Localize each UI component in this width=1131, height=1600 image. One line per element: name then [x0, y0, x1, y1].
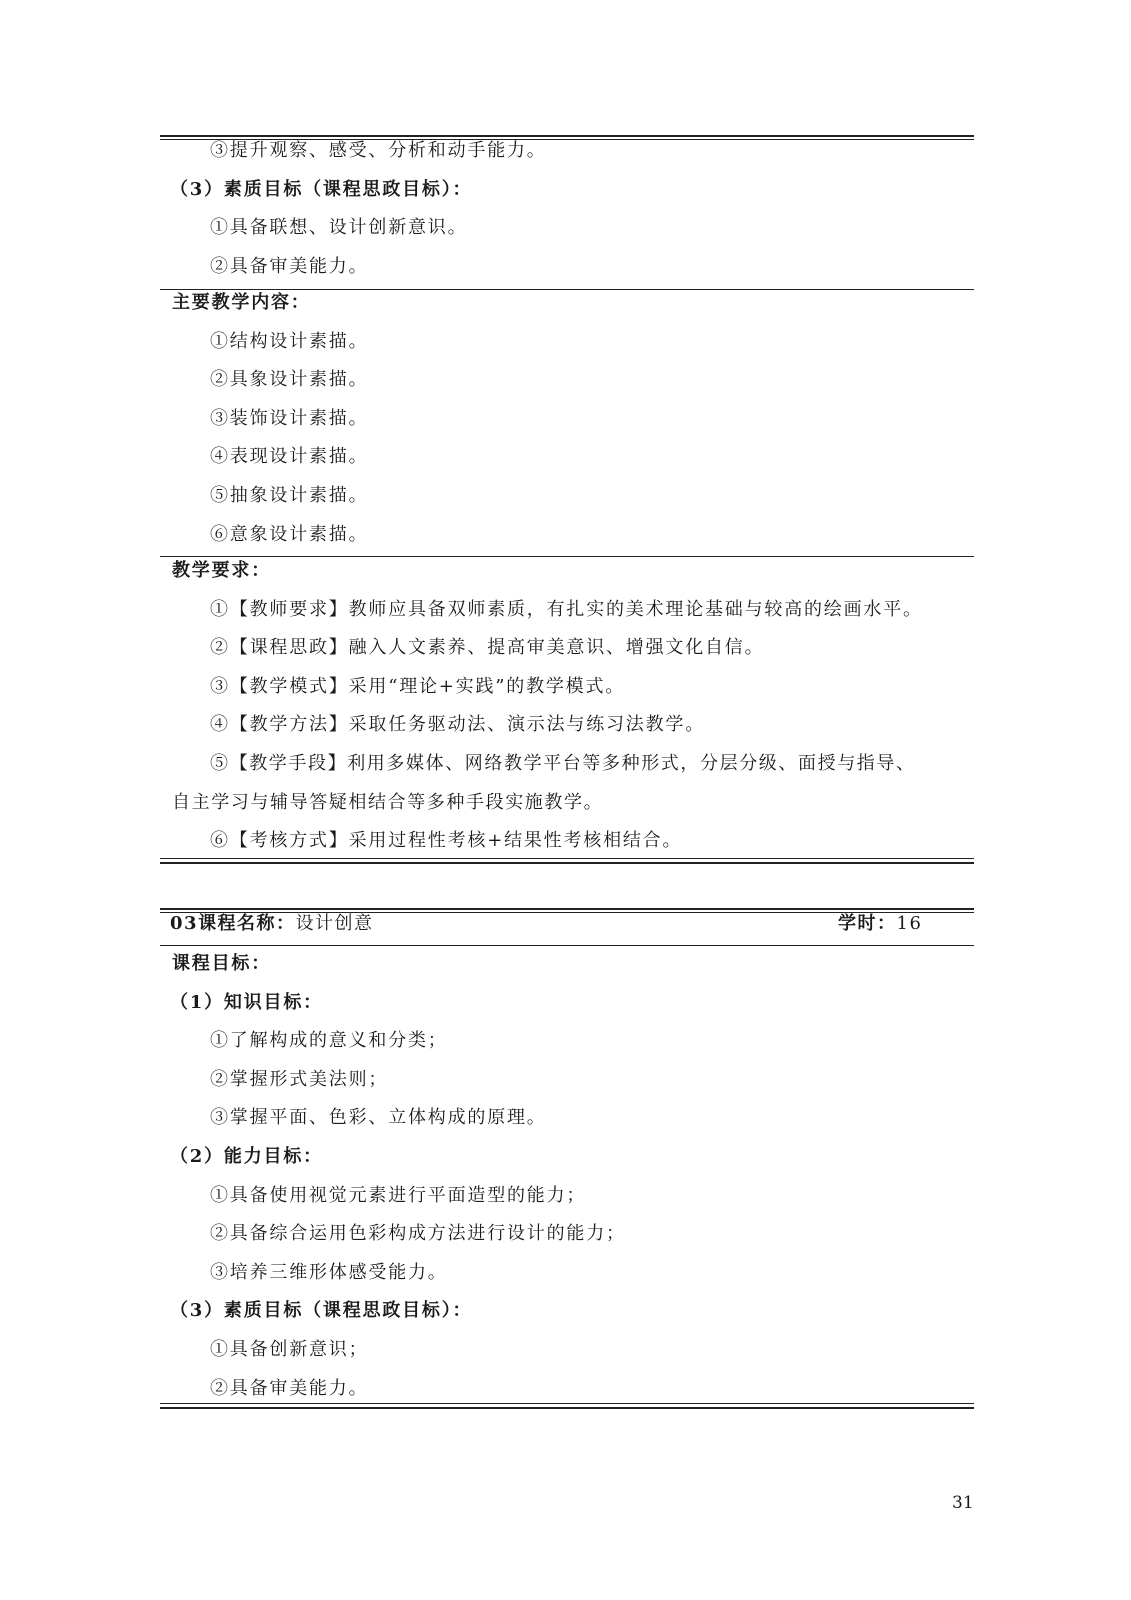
course-hours-label: 学时： — [838, 913, 897, 934]
course-table-bottom-rule-outer — [160, 1407, 974, 1409]
quality-item: ②具备审美能力。 — [210, 1377, 369, 1399]
requirements-heading: 教学要求： — [172, 560, 271, 581]
list-item: ⑤抽象设计素描。 — [210, 484, 369, 506]
knowledge-item: ②掌握形式美法则； — [210, 1068, 389, 1090]
main-content-heading: 主要教学内容： — [172, 292, 311, 313]
course-table-bottom-rule — [160, 1403, 974, 1404]
list-item: ①结构设计素描。 — [210, 330, 369, 352]
course-goals-heading: 课程目标： — [172, 953, 271, 974]
ability-heading: （2）能力目标： — [170, 1145, 323, 1167]
quality-item: ①具备创新意识； — [210, 1338, 369, 1360]
knowledge-item: ①了解构成的意义和分类； — [210, 1030, 448, 1052]
course-goals-section — [160, 945, 974, 1408]
course-title-row — [170, 909, 374, 939]
quality-item: ①具备联想、设计创新意识。 — [210, 217, 468, 239]
knowledge-item: ③掌握平面、色彩、立体构成的原理。 — [210, 1107, 547, 1129]
requirements-section — [160, 552, 974, 861]
ability-item: ③提升观察、感受、分析和动手能力。 — [210, 140, 547, 161]
knowledge-heading: （1）知识目标： — [170, 991, 323, 1013]
course-hours — [838, 909, 922, 939]
requirement-item: ①【教师要求】教师应具备双师素质，有扎实的美术理论基础与较高的绘画水平。 — [210, 598, 923, 620]
quality-goals-section — [160, 132, 974, 286]
course-name: 设计创意 — [295, 913, 374, 934]
main-content-section — [160, 284, 974, 554]
requirement-item: ②【课程思政】融入人文素养、提高审美意识、增强文化自信。 — [210, 637, 765, 659]
requirement-item: ③【教学模式】采用“理论+实践”的教学模式。 — [210, 675, 626, 697]
course-hours-value: 16 — [896, 913, 923, 934]
requirement-item: ⑤【教学手段】利用多媒体、网络教学平台等多种形式，分层分级、面授与指导、自主学习与辅导答疑相结合等多种手段实施教学。 — [172, 752, 916, 813]
course-name-label: 课程名称： — [198, 913, 296, 934]
course-number: 03 — [170, 913, 199, 934]
list-item: ③装饰设计素描。 — [210, 407, 369, 429]
requirement-item: ⑥【考核方式】采用过程性考核+结果性考核相结合。 — [210, 830, 683, 852]
table-bottom-rule-outer — [160, 862, 974, 864]
page-number: 31 — [952, 1493, 974, 1513]
ability-item: ①具备使用视觉元素进行平面造型的能力； — [210, 1184, 587, 1206]
quality-heading: （3）素质目标（课程思政目标）： — [170, 1300, 473, 1322]
ability-item: ③培养三维形体感受能力。 — [210, 1261, 448, 1283]
requirement-item: ④【教学方法】采取任务驱动法、演示法与练习法教学。 — [210, 714, 705, 736]
quality-heading: （3）素质目标（课程思政目标）： — [170, 178, 473, 200]
table-bottom-rule — [160, 858, 974, 859]
list-item: ④表现设计素描。 — [210, 446, 369, 468]
quality-item: ②具备审美能力。 — [210, 255, 369, 277]
ability-item: ②具备综合运用色彩构成方法进行设计的能力； — [210, 1223, 626, 1245]
list-item: ②具象设计素描。 — [210, 369, 369, 391]
list-item: ⑥意象设计素描。 — [210, 523, 369, 545]
